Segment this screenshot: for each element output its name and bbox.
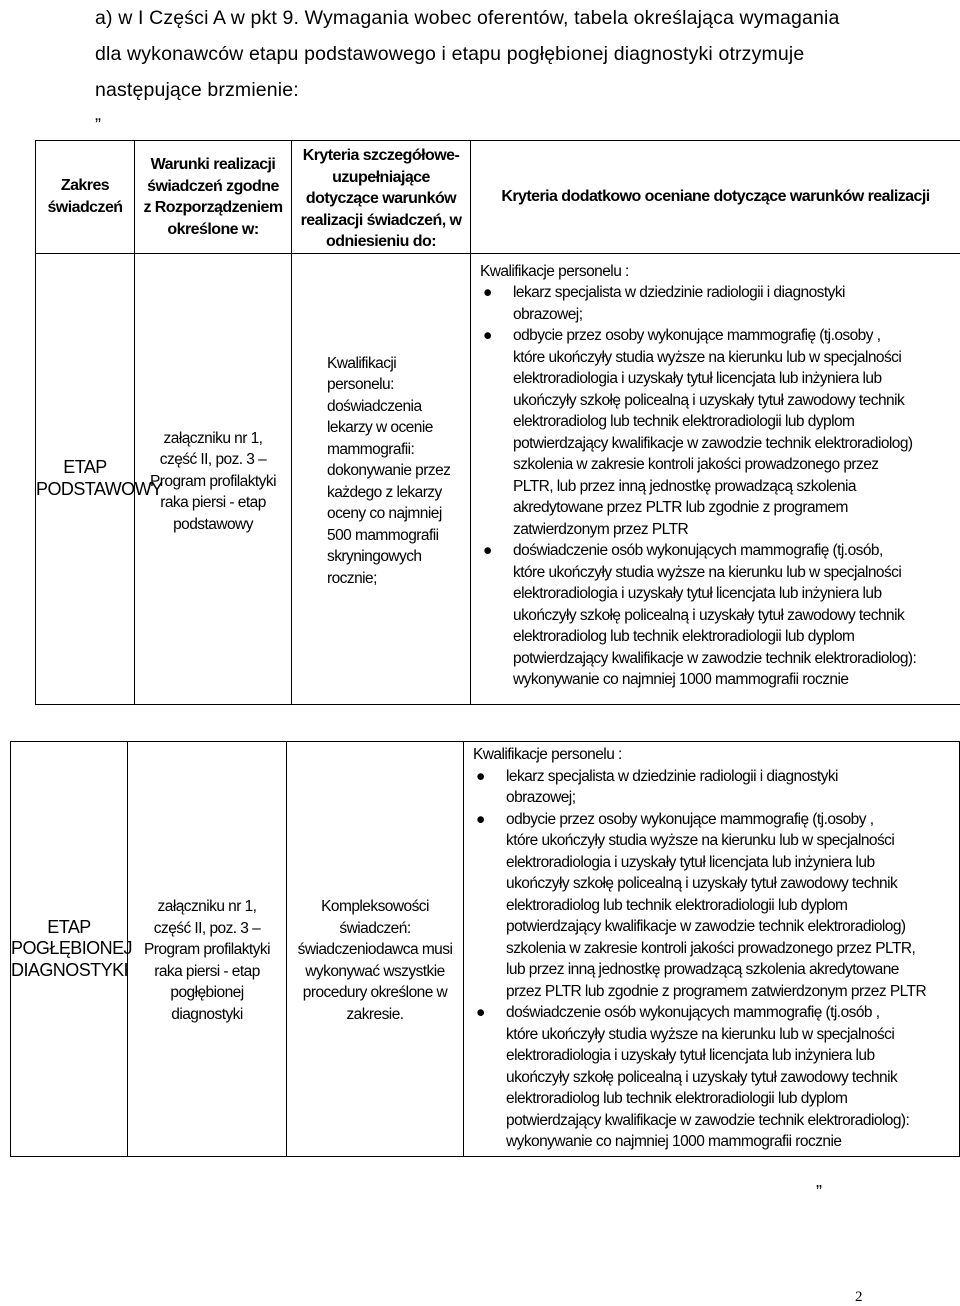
stage-line: PODSTAWOWY <box>36 478 163 499</box>
stage-line: ETAP <box>63 457 107 478</box>
extra-basic <box>471 253 960 705</box>
criteria-line: wykonywać wszystkie <box>305 962 445 980</box>
criteria-line: zakresie. <box>346 1005 404 1023</box>
conditions-line: załączniku nr 1, <box>157 898 257 915</box>
header-line: określone w: <box>167 220 259 238</box>
criteria-line: personelu: <box>327 376 394 393</box>
list-item-line: elektroradiolog lub technik elektroradiologii lub dyplom <box>513 628 855 645</box>
extra-advanced <box>464 742 960 1157</box>
criteria-line: dokonywanie przez <box>327 462 451 479</box>
list-item <box>480 282 960 325</box>
criteria-line: procedury określone w <box>302 984 448 1001</box>
header-criteria <box>292 141 471 254</box>
list-item-line: doświadczenie osób wykonujących mammografię (tj.osób , <box>506 1004 880 1021</box>
extra-title: Kwalifikacje personelu : <box>473 746 622 763</box>
conditions-line: Program profilaktyki <box>144 941 270 958</box>
list-item-line: elektroradiologia i uzyskały tytuł licencjata lub inżyniera lub <box>506 853 875 871</box>
conditions-basic <box>135 253 292 705</box>
header-line: świadczeń <box>47 198 123 216</box>
conditions-line: podstawowy <box>173 515 253 533</box>
bullet-icon: ● <box>483 542 492 559</box>
list-item-line: ukończyły szkołę policealną i uzyskały tytuł zawodowy technik <box>506 1068 898 1086</box>
criteria-advanced <box>287 742 464 1157</box>
stage-line: ETAP <box>47 916 91 937</box>
header-line: świadczeń zgodne <box>147 177 279 195</box>
conditions-line: część II, poz. 3 – <box>153 919 261 937</box>
header-scope <box>36 141 135 254</box>
list-item-line: potwierdzający kwalifikacje w zawodzie technik elektroradiolog): <box>513 649 917 667</box>
bullet-icon: ● <box>483 284 492 301</box>
list-item-line: elektroradiolog lub technik elektroradiologii lub dyplom <box>513 413 855 430</box>
header-line: uzupełniające <box>332 168 430 186</box>
header-line: z Rozporządzeniem <box>143 199 283 216</box>
header-line: Kryteria dodatkowo oceniane dotyczące warunków realizacji <box>501 188 930 205</box>
header-line: realizacji świadczeń, w <box>300 211 462 229</box>
list-item-line: ukończyły szkołę policealną i uzyskały tytuł zawodowy technik <box>506 875 898 892</box>
extra-title: Kwalifikacje personelu : <box>480 262 629 280</box>
header-extra-criteria <box>471 141 960 254</box>
list-item-line: wykonywanie co najmniej 1000 mammografii rocznie <box>506 1133 842 1150</box>
list-item-line: elektroradiolog lub technik elektroradiologii lub dyplom <box>506 896 848 914</box>
bullet-icon: ● <box>483 327 492 344</box>
closing-quote-mark: ” <box>816 1182 822 1202</box>
stage-advanced <box>11 742 132 1157</box>
criteria-line: każdego z lekarzy <box>327 483 442 501</box>
requirements-table-advanced <box>10 741 960 1157</box>
opening-quote-mark: „ <box>95 104 101 124</box>
list-item-line: obrazowej; <box>513 305 583 323</box>
list-item-line: elektroradiolog lub technik elektroradiologii lub dyplom <box>506 1090 848 1107</box>
list-item-line: wykonywanie co najmniej 1000 mammografii rocznie <box>513 671 849 688</box>
header-line: dotyczące warunków <box>305 190 457 207</box>
list-item-line: lub przez inną jednostkę prowadzącą szkolenia akredytowane <box>506 961 899 978</box>
list-item-line: elektroradiologia i uzyskały tytuł licencjata lub inżyniera lub <box>506 1047 875 1064</box>
header-line: Kryteria szczegółowe- <box>302 147 460 164</box>
list-item <box>473 809 959 1003</box>
criteria-line: lekarzy w ocenie <box>327 419 433 436</box>
conditions-line: diagnostyki <box>171 1005 243 1023</box>
list-item <box>473 766 959 809</box>
list-item-line: odbycie przez osoby wykonujące mammografię (tj.osoby , <box>506 810 874 828</box>
intro-paragraph <box>95 0 945 108</box>
list-item-line: doświadczenie osób wykonujących mammografię (tj.osób, <box>513 542 883 559</box>
conditions-line: załączniku nr 1, <box>163 429 263 447</box>
list-item <box>480 325 960 540</box>
list-item-line: zatwierdzonym przez PLTR <box>513 520 689 538</box>
conditions-line: Program profilaktyki <box>150 472 276 490</box>
list-item-line: przez PLTR lub zgodnie z programem zatwierdzonym przez PLTR <box>506 982 927 1000</box>
list-item-line: szkolenia w zakresie kontroli jakości prowadzonego przez <box>513 456 879 473</box>
stage-line: POGŁĘBIONEJ <box>11 938 132 959</box>
list-item-line: akredytowane przez PLTR lub zgodnie z programem <box>513 499 848 516</box>
criteria-line: mammografii: <box>327 440 415 458</box>
list-item-line: które ukończyły studia wyższe na kierunku lub w specjalności <box>506 832 895 849</box>
stage-line: DIAGNOSTYKI <box>11 959 128 980</box>
intro-line: dla wykonawców etapu podstawowego i etapu pogłębionej diagnostyki otrzymuje <box>95 43 805 65</box>
list-item-line: obrazowej; <box>506 789 576 806</box>
header-line: Warunki realizacji <box>150 156 276 173</box>
list-item-line: elektroradiologia i uzyskały tytuł licencjata lub inżyniera lub <box>513 585 882 602</box>
criteria-line: świadczeniodawca musi <box>297 941 453 958</box>
list-item-line: lekarz specjalista w dziedzinie radiologii i diagnostyki <box>513 284 845 301</box>
list-item-line: ukończyły szkołę policealną i uzyskały tytuł zawodowy technik <box>513 391 905 409</box>
requirements-table-basic <box>35 140 960 705</box>
list-item-line: potwierdzający kwalifikacje w zawodzie technik elektroradiolog): <box>506 1111 910 1129</box>
criteria-basic <box>292 253 471 705</box>
list-item <box>473 1002 959 1153</box>
list-item-line: które ukończyły studia wyższe na kierunku lub w specjalności <box>513 348 902 366</box>
conditions-line: część II, poz. 3 – <box>159 451 267 468</box>
stage-basic <box>36 253 163 705</box>
intro-line: a) w I Części A w pkt 9. Wymagania wobec oferentów, tabela określająca wymagania <box>95 7 840 29</box>
header-line: odniesieniu do: <box>326 233 436 250</box>
list-item-line: odbycie przez osoby wykonujące mammografię (tj.osoby , <box>513 327 881 344</box>
list-item-line: które ukończyły studia wyższe na kierunku lub w specjalności <box>513 563 902 581</box>
list-item-line: szkolenia w zakresie kontroli jakości prowadzonego przez PLTR, <box>506 939 916 957</box>
list-item-line: PLTR, lub przez inną jednostkę prowadzącą szkolenia <box>513 477 857 495</box>
conditions-line: raka piersi - etap <box>154 962 260 980</box>
intro-line: następujące brzmienie: <box>95 79 299 101</box>
criteria-line: Kompleksowości <box>321 898 429 915</box>
criteria-line: skryningowych <box>327 548 422 565</box>
header-line: Zakres <box>60 177 110 195</box>
list-item-line: lekarz specjalista w dziedzinie radiologii i diagnostyki <box>506 767 838 785</box>
list-item <box>480 540 960 691</box>
header-conditions <box>135 141 292 254</box>
list-item-line: potwierdzający kwalifikacje w zawodzie technik elektroradiolog) <box>513 434 913 452</box>
conditions-line: raka piersi - etap <box>160 494 266 511</box>
criteria-line: 500 mammografii <box>327 526 439 544</box>
criteria-line: świadczeń: <box>339 919 411 937</box>
bullet-icon: ● <box>476 1004 485 1021</box>
list-item-line: które ukończyły studia wyższe na kierunku lub w specjalności <box>506 1025 895 1043</box>
list-item-line: potwierdzający kwalifikacje w zawodzie technik elektroradiolog) <box>506 918 906 935</box>
list-item-line: ukończyły szkołę policealną i uzyskały tytuł zawodowy technik <box>513 606 905 624</box>
list-item-line: elektroradiologia i uzyskały tytuł licencjata lub inżyniera lub <box>513 370 882 387</box>
criteria-line: oceny co najmniej <box>327 505 442 522</box>
conditions-line: pogłębionej <box>170 984 244 1001</box>
bullet-icon: ● <box>476 767 485 785</box>
conditions-advanced <box>128 742 287 1157</box>
criteria-line: rocznie; <box>327 569 377 587</box>
criteria-line: doświadczenia <box>327 397 422 415</box>
criteria-line: Kwalifikacji <box>327 354 397 372</box>
bullet-icon: ● <box>476 810 485 828</box>
page-number: 2 <box>855 1289 863 1305</box>
